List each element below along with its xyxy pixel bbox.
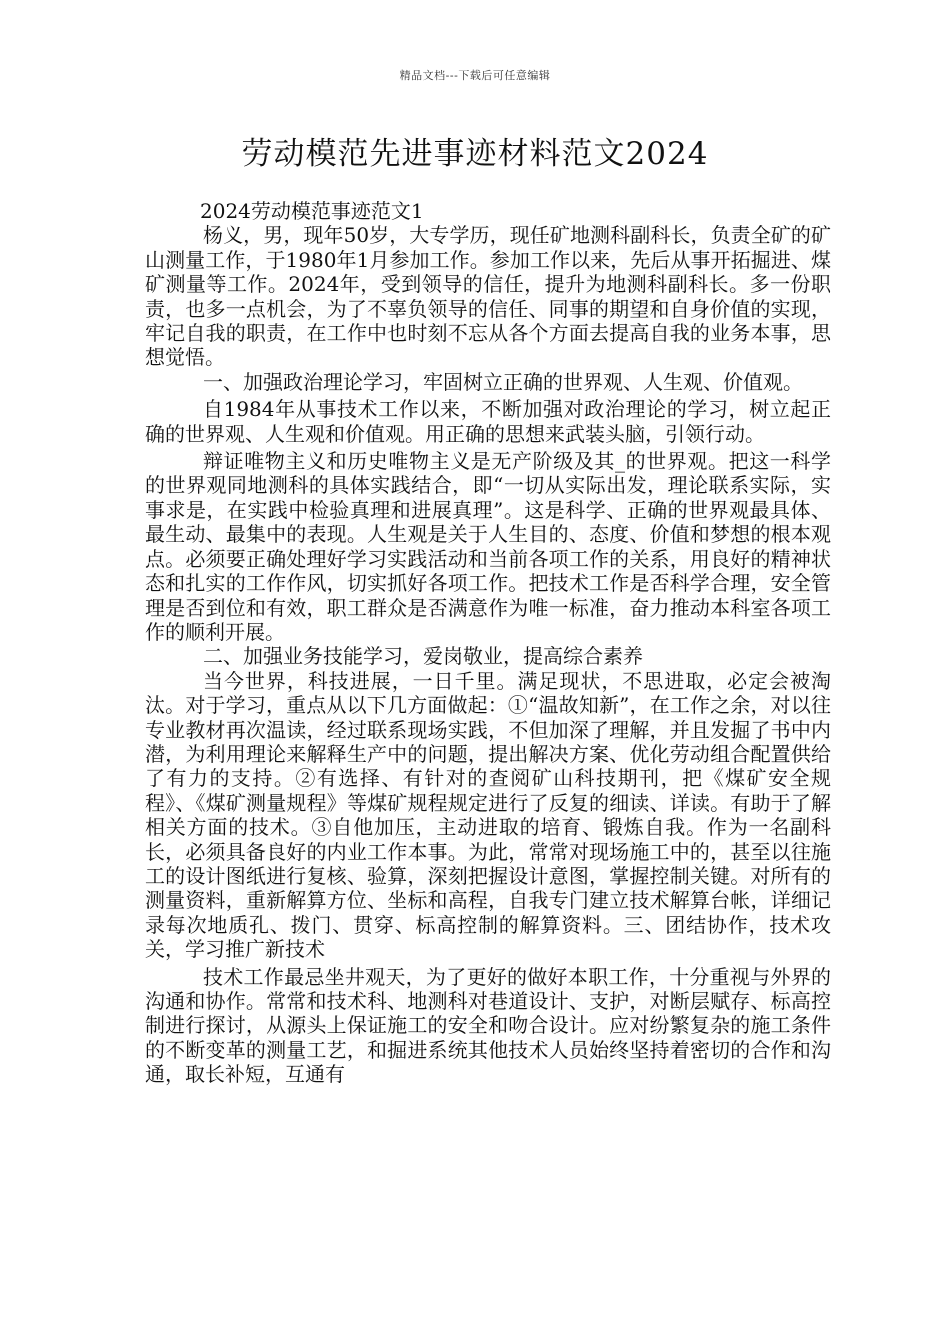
paragraph-cooperation: 技术工作最忌坐井观天，为了更好的做好本职工作，十分重视与外界的沟通和协作。常常和技术科、地测科对巷道设计、支护，对断层赋存、标高控制进行探讨，从源头上保证施工的安全和吻合设计。应对纷繁复杂的施工条件的不断变革的测量工艺，和掘进系统其他技术人员始终坚持着密切的合作和沟通，取长补短，互通有 [145,964,831,1087]
paragraph-theory-study: 自1984年从事技术工作以来，不断加强对政治理论的学习，树立起正确的世界观、人生观和价值观。用正确的思想来武装头脑，引领行动。 [145,397,831,446]
heading-section-2: 二、加强业务技能学习，爱岗敬业，提高综合素养 [203,644,643,669]
heading-section-1: 一、加强政治理论学习，牢固树立正确的世界观、人生观、价值观。 [203,369,803,394]
paragraph-skills: 当今世界，科技进展，一日千里。满足现状，不思进取，必定会被淘汰。对于学习，重点从以下几方面做起：①“温故知新”，在工作之余，对以往专业教材再次温读，经过联系现场实践，不但加深了理解，并且发掘了书中内潜，为利用理论来解释生产中的问题，提出解决方案、优化劳动组合配置供给了有力的支持。②有选择、有针对的查阅矿山科技期刊，把《煤矿安全规程》、《煤矿测量规程》等煤矿规程规定进行了反复的细读、详读。有助于了解相关方面的技术。③自他加压，主动进取的培育、锻炼自我。作为一名副科长，必须具备良好的内业工作本事。为此，常常对现场施工中的，甚至以往施工的设计图纸进行复核、验算，深刻把握设计意图，掌握控制关键。对所有的测量资料，重新解算方位、坐标和高程，自我专门建立技术解算台帐，详细记录每次地质孔、拨门、贯穿、标高控制的解算资料。三、团结协作，技术攻关，学习推广新技术 [145,668,831,962]
page-header-note: 精品文档---下载后可任意编辑 [399,69,551,82]
paragraph-worldview: 辩证唯物主义和历史唯物主义是无产阶级及其_的世界观。把这一科学的世界观同地测科的具体实践结合，即“一切从实际出发，理论联系实际，实事求是，在实践中检验真理和进展真理”。这是科学、正确的世界观最具体、最生动、最集中的表现。人生观是关于人生目的、态度、价值和梦想的根本观点。必须要正确处理好学习实践活动和当前各项工作的关系，用良好的精神状态和扎实的工作作风，切实抓好各项工作。把技术工作是否科学合理，安全管理是否到位和有效，职工群众是否满意作为唯一标准，奋力推动本科室各项工作的顺利开展。 [145,449,831,644]
section-subtitle: 2024劳动模范事迹范文1 [200,199,424,223]
paragraph-intro: 杨义，男，现年50岁，大专学历，现任矿地测科副科长，负责全矿的矿山测量工作，于1980年1月参加工作。参加工作以来，先后从事开拓掘进、煤矿测量等工作。2024年，受到领导的信任，提升为地测科副科长。多一份职责，也多一点机会，为了不辜负领导的信任、同事的期望和自身价值的实现，牢记自我的职责，在工作中也时刻不忘从各个方面去提高自我的业务本事，思想觉悟。 [145,223,831,370]
document-title: 劳动模范先进事迹材料范文2024 [241,136,709,172]
document-body [145,199,831,1087]
